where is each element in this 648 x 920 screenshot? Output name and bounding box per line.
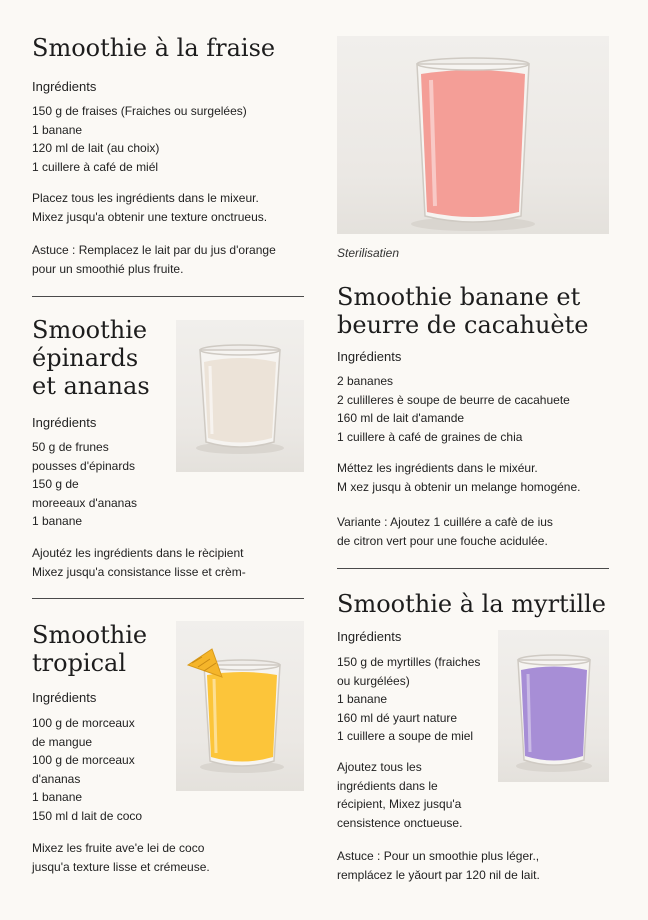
- ingredient-item: 150 g de: [32, 477, 79, 491]
- step-line: M xez jusqu à obtenir un melange homogéne.: [337, 479, 581, 494]
- spinach-ingredients-label: Ingrédients: [32, 415, 97, 430]
- tip-line: pour un smoothié plus fruite.: [32, 261, 184, 276]
- step-line: récipient, Mixez jusqu'a: [337, 797, 462, 811]
- ingredient-item: 150 ml d lait de coco: [32, 808, 143, 823]
- tropical-smoothie-fill: [207, 672, 277, 762]
- tropical-smoothie-photo: [176, 621, 304, 791]
- strawberry-steps: [32, 189, 267, 226]
- step-line: Méttez les ingrédients dans le mixéur.: [337, 461, 538, 475]
- tip-line: remplácez le yǎourt par 120 nil de lait.: [337, 867, 540, 882]
- tip-line: Astuce : Pour un smoothie plus léger.,: [337, 849, 540, 863]
- ingredient-item: ou kurgélées): [337, 673, 410, 688]
- ingredient-item: 2 culilleres è soupe de beurre de cacahuete: [337, 392, 570, 407]
- tropical-ingredients-label: Ingrédients: [32, 690, 97, 705]
- ingredient-item: 160 ml dé yaurt nature: [337, 710, 458, 725]
- tropical-ingredient-list: [32, 714, 142, 825]
- tip-line: Astuce : Remplacez le lait par du jus d'orange: [32, 243, 276, 257]
- photo-caption: Sterilisatien: [337, 246, 400, 260]
- ingredient-item: 150 g de myrtilles (fraiches: [337, 655, 481, 669]
- ingredient-item: 1 cuillere a soupe de miel: [337, 729, 474, 743]
- ingredient-item: 1 banane: [337, 692, 388, 706]
- ingredient-item: 1 cuillere à café de graines de chia: [337, 429, 523, 444]
- banana-variant: [337, 513, 553, 550]
- blueberry-ingredients-label: Ingrédients: [337, 629, 402, 644]
- ingredient-item: 120 ml de lait (au choix): [32, 141, 160, 155]
- ingredient-item: d'ananas: [32, 771, 81, 786]
- strawberry-ingredients-label: Ingrédients: [32, 79, 97, 94]
- step-line: jusqu'a texture lisse et crémeuse.: [32, 859, 210, 874]
- step-line: Ajoutez tous les: [337, 760, 422, 774]
- step-line: Ajoutéz les ingrédients dans le rècipient: [32, 546, 244, 560]
- step-line: Placez tous les ingrédients dans le mixeur.: [32, 191, 259, 205]
- divider: [32, 296, 304, 297]
- tropical-title: [32, 621, 147, 677]
- spinach-title: [32, 316, 150, 400]
- ingredient-item: 100 g de morceaux: [32, 753, 135, 767]
- ingredient-item: pousses d'épinards: [32, 458, 136, 473]
- banana-title-line: beurre de cacahuète: [337, 311, 589, 339]
- ingredient-item: 1 banane: [32, 122, 83, 137]
- ingredient-item: 1 cuillere à café de miél: [32, 159, 159, 174]
- blueberry-tip: [337, 847, 540, 884]
- ingredient-item: 160 ml de lait d'amande: [337, 411, 465, 425]
- banana-title-line: Smoothie banane et: [337, 283, 581, 311]
- spinach-ingredient-list: [32, 438, 137, 531]
- ingredient-item: moreeaux d'ananas: [32, 495, 138, 510]
- ingredient-item: de mangue: [32, 734, 93, 749]
- variant-line: Variante : Ajoutez 1 cuillére a cafè de ius: [337, 515, 553, 529]
- banana-ingredients-label: Ingrédients: [337, 349, 402, 364]
- strawberry-ingredient-list: [32, 102, 247, 176]
- ingredient-item: 1 banane: [32, 514, 83, 528]
- spinach-title-line: et ananas: [32, 372, 150, 400]
- banana-title: [337, 283, 588, 339]
- ingredient-item: 1 banane: [32, 790, 83, 804]
- tropical-title-line: tropical: [32, 649, 127, 677]
- strawberry-tip: [32, 241, 276, 278]
- banana-ingredient-list: [337, 372, 570, 446]
- strawberry-title: Smoothie à la fraise: [32, 34, 276, 62]
- step-line: ingrédients dans le: [337, 778, 438, 793]
- spinach-smoothie-fill: [204, 358, 276, 443]
- divider: [337, 568, 609, 569]
- ingredient-item: 50 g de frunes: [32, 440, 109, 454]
- step-line: Mixez jusqu'a consistance lisse et crèm-: [32, 564, 246, 579]
- blueberry-steps: [337, 758, 462, 832]
- ingredient-item: 150 g de fraises (Fraiches ou surgelées): [32, 104, 247, 118]
- variant-line: de citron vert pour une fouche acidulée.: [337, 533, 548, 548]
- divider: [32, 598, 304, 599]
- banana-steps: [337, 459, 581, 496]
- spinach-steps: [32, 544, 246, 581]
- blueberry-title: Smoothie à la myrtille: [337, 590, 606, 618]
- step-line: Mixez jusqu'a obtenir une texture onctrueus.: [32, 209, 268, 224]
- spinach-title-line: Smoothie: [32, 316, 148, 344]
- ingredient-item: 2 bananes: [337, 374, 394, 388]
- ingredient-item: 100 g de morceaux: [32, 716, 135, 730]
- blueberry-ingredient-list: [337, 653, 480, 746]
- step-line: censistence onctueuse.: [337, 815, 463, 830]
- spinach-title-line: épinards: [32, 344, 139, 372]
- strawberry-smoothie-photo: [337, 36, 609, 234]
- blueberry-smoothie-photo: [498, 630, 609, 782]
- tropical-title-line: Smoothie: [32, 621, 148, 649]
- step-line: Mixez les fruite ave'e lei de coco: [32, 841, 205, 855]
- spinach-smoothie-photo: [176, 320, 304, 472]
- tropical-steps: [32, 839, 210, 876]
